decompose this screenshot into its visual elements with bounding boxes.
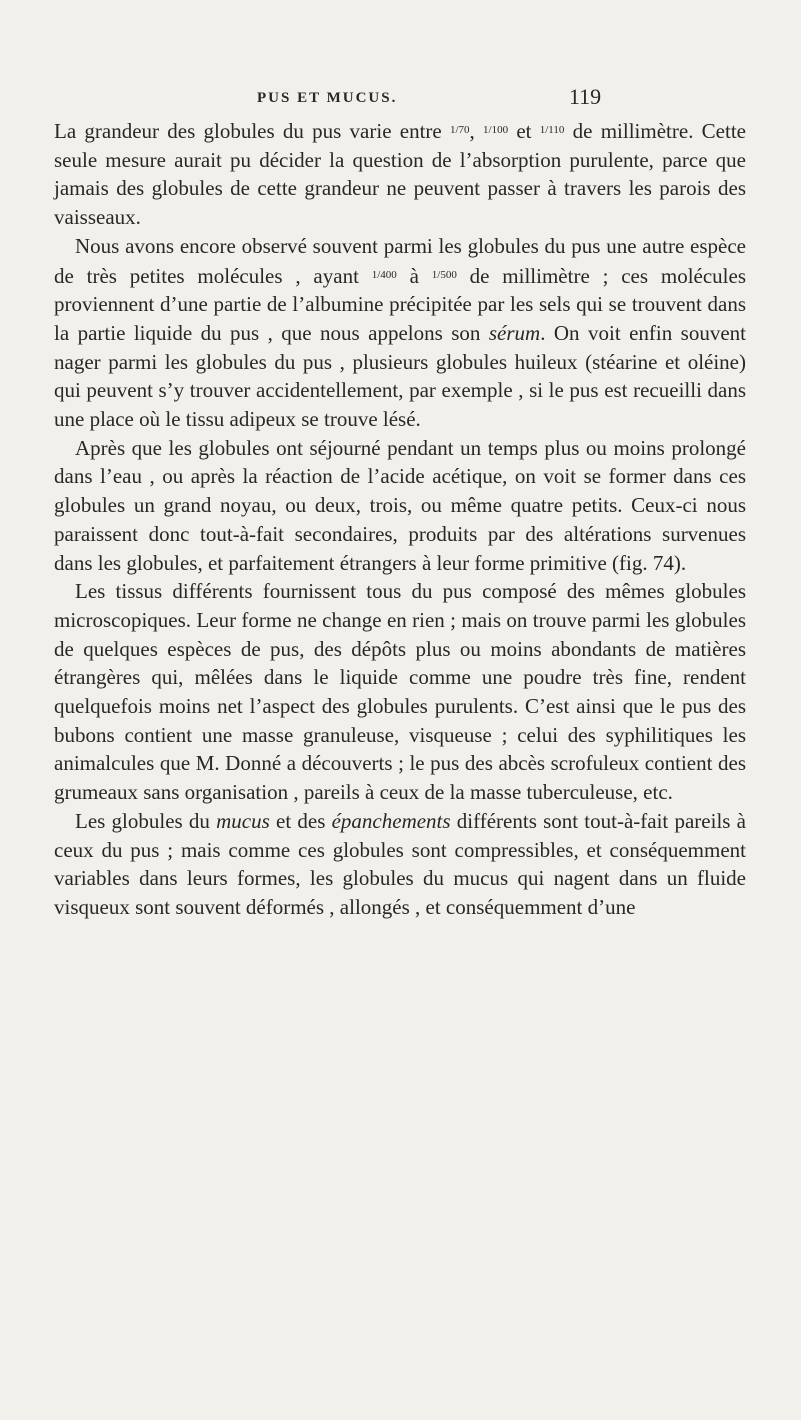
fraction-1: 1/70: [449, 124, 470, 136]
paragraph-3: Après que les globules ont séjourné pendant un temps plus ou moins prolongé dans l’eau , ou après la réaction de l’acide acétique, on voit se former dans ces globules un grand noyau, ou deux, trois, ou même quatre petits. Ceux-ci nous paraissent donc tout-à-fait secondaires, produits par des altérations survenues dans les globules, et parfaitement étrangers à leur forme primitive (fig. 74).: [54, 435, 746, 575]
running-title: PUS ET MUCUS.: [257, 90, 398, 106]
paragraph-1: [54, 116, 746, 232]
fraction-2: 1/100: [483, 124, 509, 136]
p1-text-2: ,: [469, 119, 484, 143]
p5-text-2: et des: [269, 808, 332, 833]
p5-text-1: Les globules du: [75, 808, 217, 833]
italic-epanchements: épanchements: [331, 808, 451, 833]
italic-mucus: mucus: [216, 808, 270, 833]
fraction-5: 1/500: [431, 268, 457, 281]
p1-text-1: La grandeur des globules du pus varie entre: [54, 119, 450, 143]
running-head: [0, 86, 801, 114]
p2-text-2: à: [396, 263, 432, 288]
p2-text-4: . On voit enfin souvent nager parmi les globules du pus , plusieurs globules huileux (stéarine et oléine) qui peuvent s’y trouver accidentellement, par exemple , si le pus est recueilli dans une place où le tissu adipeux se trouve lésé.: [54, 320, 746, 432]
body-text: [54, 116, 746, 922]
paragraph-2: [54, 232, 746, 434]
italic-serum: sérum: [488, 320, 541, 345]
paragraph-4: Les tissus différents fournissent tous du pus composé des mêmes globules microscopiques. Leur forme ne change en rien ; mais on trouve parmi les globules de quelques espèces de pus, des dépôts plus ou moins abondants de matières étrangères qui, mêlées dans le liquide comme une poudre très fine, rendent quelquefois moins net l’aspect des globules purulents. C’est ainsi que le pus des bubons contient une masse granuleuse, visqueuse ; celui des syphilitiques les animalcules que M. Donné a découverts ; le pus des abcès scrofuleux contient des grumeaux sans organisation , pareils à ceux de la masse tuberculeuse, etc.: [54, 579, 746, 805]
p1-text-3: et: [508, 119, 540, 143]
p2-text-3: de millimètre ; ces molécules proviennent d’une partie de l’albumine précipitée par les sels qui se trouvent dans la partie liquide du pus , que nous appelons son: [54, 263, 746, 345]
p1-text-4: de millimètre. Cette seule mesure aurait pu décider la question de l’absorption purulente, parce que jamais des globules de cette grandeur ne peuvent passer à travers les parois des vaisseaux.: [54, 119, 746, 230]
page-number: 119: [569, 84, 602, 109]
fraction-3: 1/110: [539, 124, 565, 136]
paragraph-5: [54, 807, 746, 922]
p2-text-1: Nous avons encore observé souvent parmi les globules du pus une autre espèce de très petites molécules , ayant: [54, 233, 746, 288]
p5-text-3: différents sont tout-à-fait pareils à ceux du pus ; mais comme ces globules sont compressibles, et conséquemment variables dans leurs formes, les globules du mucus qui nagent dans un fluide visqueux sont souvent déformés , allongés , et conséquemment d’une: [54, 808, 746, 919]
fraction-4: 1/400: [371, 268, 397, 281]
